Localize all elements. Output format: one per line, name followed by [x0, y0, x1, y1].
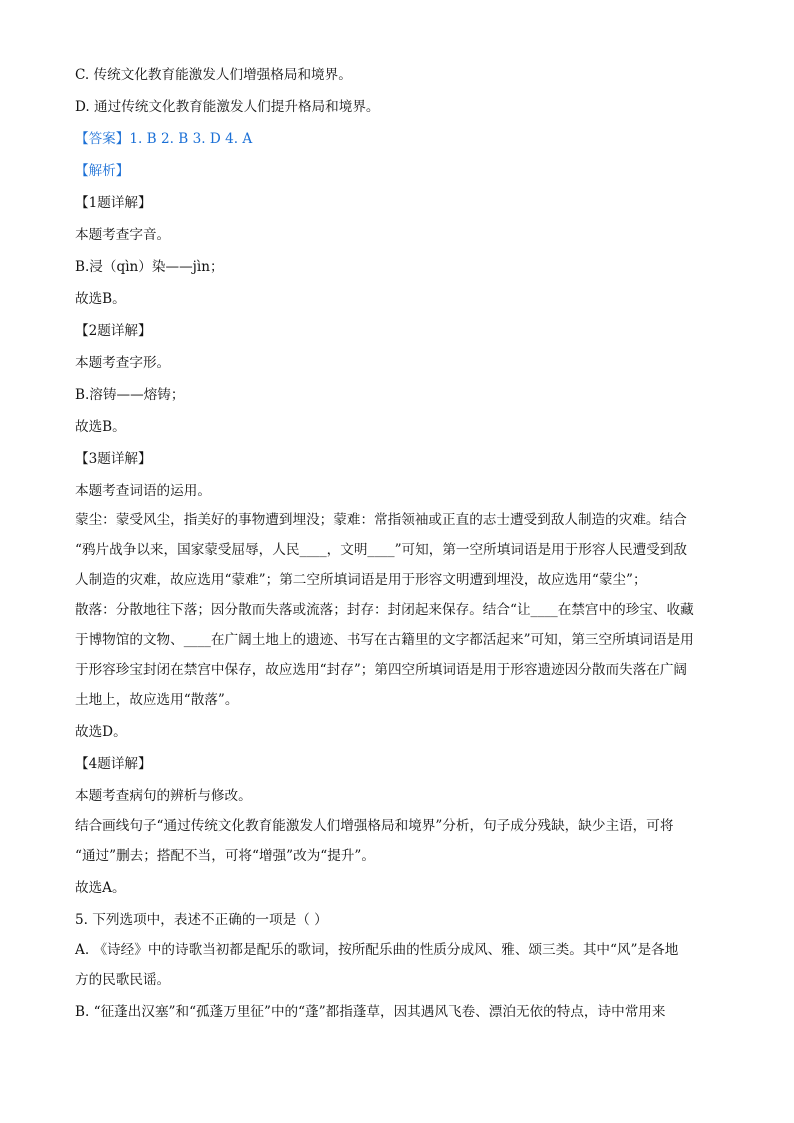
q3-para1-line1: 蒙尘：蒙受风尘，指美好的事物遭到埋没；蒙难：常指领袖或正直的志士遭受到敌人制造的灾难。结合	[75, 512, 687, 528]
q4-para-line2: “通过”删去；搭配不当，可将“增强”改为“提升”。	[75, 848, 375, 864]
q2-topic: 本题考查字形。	[75, 355, 171, 371]
q3-para2-line2: 于博物馆的文物、____在广阔土地上的遗迹、书写在古籍里的文字都活起来”可知，第三空所填词语是用	[75, 632, 694, 648]
q4-topic: 本题考查病句的辨析与修改。	[75, 788, 252, 804]
q3-para1-line3: 人制造的灾难，故应选用“蒙难”；第二空所填词语是用于形容文明遭到埋没，故应选用“蒙尘”；	[75, 572, 647, 588]
q5-option-b-line1: B. “征蓬出汉塞”和“孤蓬万里征”中的“蓬”都指蓬草，因其遇风飞卷、漂泊无依的特点，诗中常用来	[75, 1004, 666, 1020]
q3-para2-line4: 土地上，故应选用“散落”。	[75, 692, 239, 708]
q4-conclusion: 故选A。	[75, 880, 126, 896]
q3-para1-line2: “鸦片战争以来，国家蒙受屈辱，人民____，文明____”可知，第一空所填词语是用于形容人民遭受到敌	[75, 542, 688, 558]
q4-para-line1: 结合画线句子“通过传统文化教育能激发人们增强格局和境界”分析，句子成分残缺，缺少主语，可将	[75, 818, 674, 834]
q1-topic: 本题考查字音。	[75, 227, 171, 243]
q5-option-a-line2: 方的民歌民谣。	[75, 972, 171, 988]
q1-conclusion: 故选B。	[75, 291, 126, 307]
option-d-line: D. 通过传统文化教育能激发人们提升格局和境界。	[75, 99, 380, 115]
q3-topic: 本题考查词语的运用。	[75, 483, 211, 499]
q1-detail: B.浸（qìn）染——jìn；	[75, 259, 224, 275]
q5-option-a-line1: A. 《诗经》中的诗歌当初都是配乐的歌词，按所配乐曲的性质分成风、雅、颂三类。其中“风”是各地	[75, 942, 679, 958]
analysis-heading: 【解析】	[75, 163, 130, 179]
q3-para2-line3: 于形容珍宝封闭在禁宫中保存，故应选用“封存”；第四空所填词语是用于形容遗迹因分散而失落在广阔	[75, 662, 688, 678]
q2-heading: 【2题详解】	[75, 323, 152, 339]
answer-line: 【答案】1. B 2. B 3. D 4. A	[75, 131, 253, 147]
q4-heading: 【4题详解】	[75, 756, 152, 772]
q2-conclusion: 故选B。	[75, 419, 126, 435]
q2-detail: B.溶铸——熔铸；	[75, 387, 185, 403]
q3-para2-line1: 散落：分散地往下落；因分散而失落或流落；封存：封闭起来保存。结合“让____在禁宫中的珍宝、收藏	[75, 602, 694, 618]
q3-conclusion: 故选D。	[75, 724, 127, 740]
q1-heading: 【1题详解】	[75, 195, 152, 211]
q5-stem: 5. 下列选项中，表述不正确的一项是（ ）	[75, 912, 328, 928]
option-c-line: C. 传统文化教育能激发人们增强格局和境界。	[75, 67, 352, 83]
q3-heading: 【3题详解】	[75, 451, 152, 467]
